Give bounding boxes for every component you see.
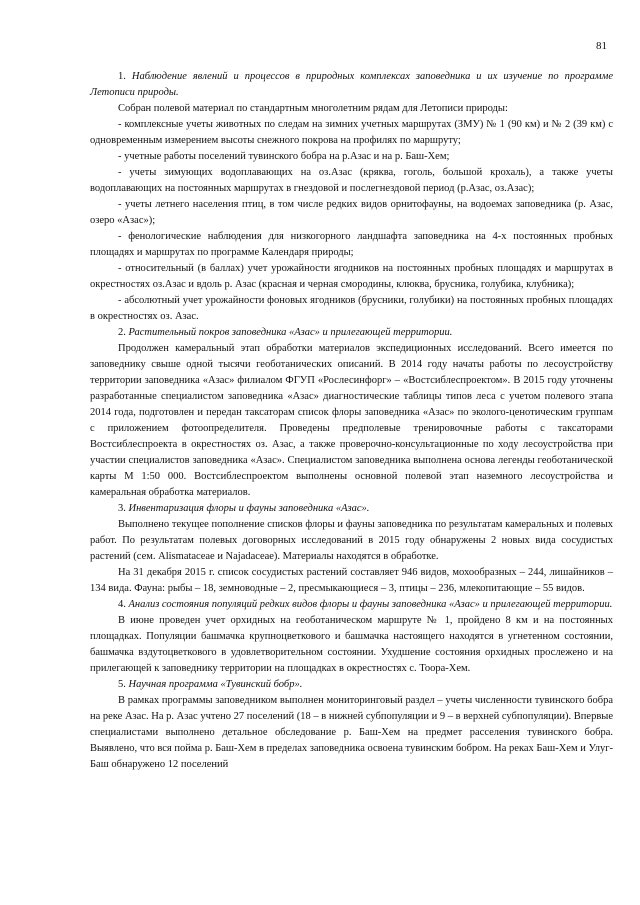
section-heading	[90, 69, 613, 101]
paragraph: В июне проведен учет орхидных на геоботаническом маршруте № 1, пройдено 8 км и на постоянных площадках. Популяции башмачка крупноцветкового и башмачка настоящего находятся в угнетенном состоянии, башмачка вздутоцветкового в удовлетворительном состоянии. Ухудшение состояния орхидных прослежено и на прилегающей к заповеднику территории на площадках в окрестностях с. Тоора-Хем.	[90, 615, 613, 674]
section-number: 4.	[118, 599, 126, 610]
page-number: 81	[596, 40, 607, 52]
section-number: 3.	[118, 503, 126, 514]
paragraph: Продолжен камеральный этап обработки материалов экспедиционных исследований. Всего имеется по заповеднику свыше одной тысячи геоботанических описаний. В 2014 году начаты работы по лесоустройству территории заповедника «Азас» филиалом ФГУП «Рослесинфорг» – «Востсиблеспроектом». В 2015 году уточнены разработанные специалистом заповедника «Азас» диагностические таблицы типов леса с учетом полевого этапа 2014 года, подготовлен и передан таксаторам список флоры заповедника «Азас» по эколого-ценотическим группам с приложением фотоопределителя. Проведены предполевые тренировочные работы с таксаторами Востсиблеспроекта в окрестностях оз. Азас, а также проверочно-консультационные по ходу лесоустройства при участии специалистов заповедника «Азас». Специалистом заповедника выполнена основа легенды геоботанической карты М 1:50 000. Востсиблеспроектом выполнены основной полевой этап наземного лесоустройства и камеральная обработка материалов.	[90, 343, 613, 498]
paragraph: - учеты летнего населения птиц, в том числе редких видов орнитофауны, на водоемах заповедника (р. Азас, озеро «Азас»);	[90, 199, 613, 226]
section-heading	[90, 677, 613, 693]
section-heading	[90, 597, 613, 613]
document-body	[90, 69, 613, 773]
paragraph: - учетные работы поселений тувинского бобра на р.Азас и на р. Баш-Хем;	[118, 151, 450, 162]
section-title: Инвентаризация флоры и фауны заповедника «Азас».	[128, 503, 370, 514]
paragraph: - фенологические наблюдения для низкогорного ландшафта заповедника на 4-х постоянных пробных площадях и маршрутах по программе Календаря природы;	[90, 231, 613, 258]
paragraph: Собран полевой материал по стандартным многолетним рядам для Летописи природы:	[118, 103, 508, 114]
paragraph: В рамках программы заповедником выполнен мониторинговый раздел – учеты численности тувинского бобра на реке Азас. На р. Азас учтено 27 поселений (18 – в нижней субпопуляции и 9 – в верхней субпопуляции). Впервые специалистами выполнено детальное обследование р. Баш-Хем на предмет расселения тувинского бобра. Выявлено, что вся пойма р. Баш-Хем в пределах заповедника освоена тувинским бобром. На реках Баш-Хем и Улуг-Баш обнаружено 12 поселений	[90, 695, 613, 770]
section-title: Научная программа «Тувинский бобр».	[128, 679, 303, 690]
section-heading	[90, 325, 613, 341]
section-number: 5.	[118, 679, 126, 690]
section-title: Анализ состояния популяций редких видов флоры и фауны заповедника «Азас» и прилегающей территории.	[128, 599, 613, 610]
section-title: Наблюдение явлений и процессов в природных комплексах заповедника и их изучение по программе Летописи природы.	[90, 71, 613, 98]
section-title: Растительный покров заповедника «Азас» и прилегающей территории.	[128, 327, 453, 338]
paragraph: - абсолютный учет урожайности фоновых ягодников (брусники, голубики) на постоянных пробных площадях в окрестностях оз. Азас.	[90, 295, 613, 322]
paragraph: Выполнено текущее пополнение списков флоры и фауны заповедника по результатам камеральных и полевых работ. По результатам полевых договорных исследований в 2015 году обнаружены 2 новых вида сосудистых растений (сем. Alismataceae и Najadaceae). Материалы находятся в обработке.	[90, 519, 613, 562]
section-number: 2.	[118, 327, 126, 338]
paragraph: На 31 декабря 2015 г. список сосудистых растений составляет 946 видов, мохообразных – 244, лишайников – 134 вида. Фауна: рыбы – 18, земноводные – 2, пресмыкающиеся – 3, птицы – 236, млекопитающие – 55 видов.	[90, 567, 613, 594]
paragraph: - комплексные учеты животных по следам на зимних учетных маршрутах (ЗМУ) № 1 (90 км) и № 2 (39 км) с одновременным измерением высоты снежного покрова на профилях по маршруту;	[90, 119, 613, 146]
paragraph: - учеты зимующих водоплавающих на оз.Азас (кряква, гоголь, большой крохаль), а также учеты водоплавающих на постоянных маршрутах в гнездовой и послегнездовой период (р.Азас, оз.Азас);	[90, 167, 613, 194]
paragraph: - относительный (в баллах) учет урожайности ягодников на постоянных пробных площадях и маршрутах в окрестностях оз.Азас и вдоль р. Азас (красная и черная смородины, клюква, брусника, голубика, клубника);	[90, 263, 613, 290]
section-heading	[90, 501, 613, 517]
section-number: 1.	[118, 71, 126, 82]
